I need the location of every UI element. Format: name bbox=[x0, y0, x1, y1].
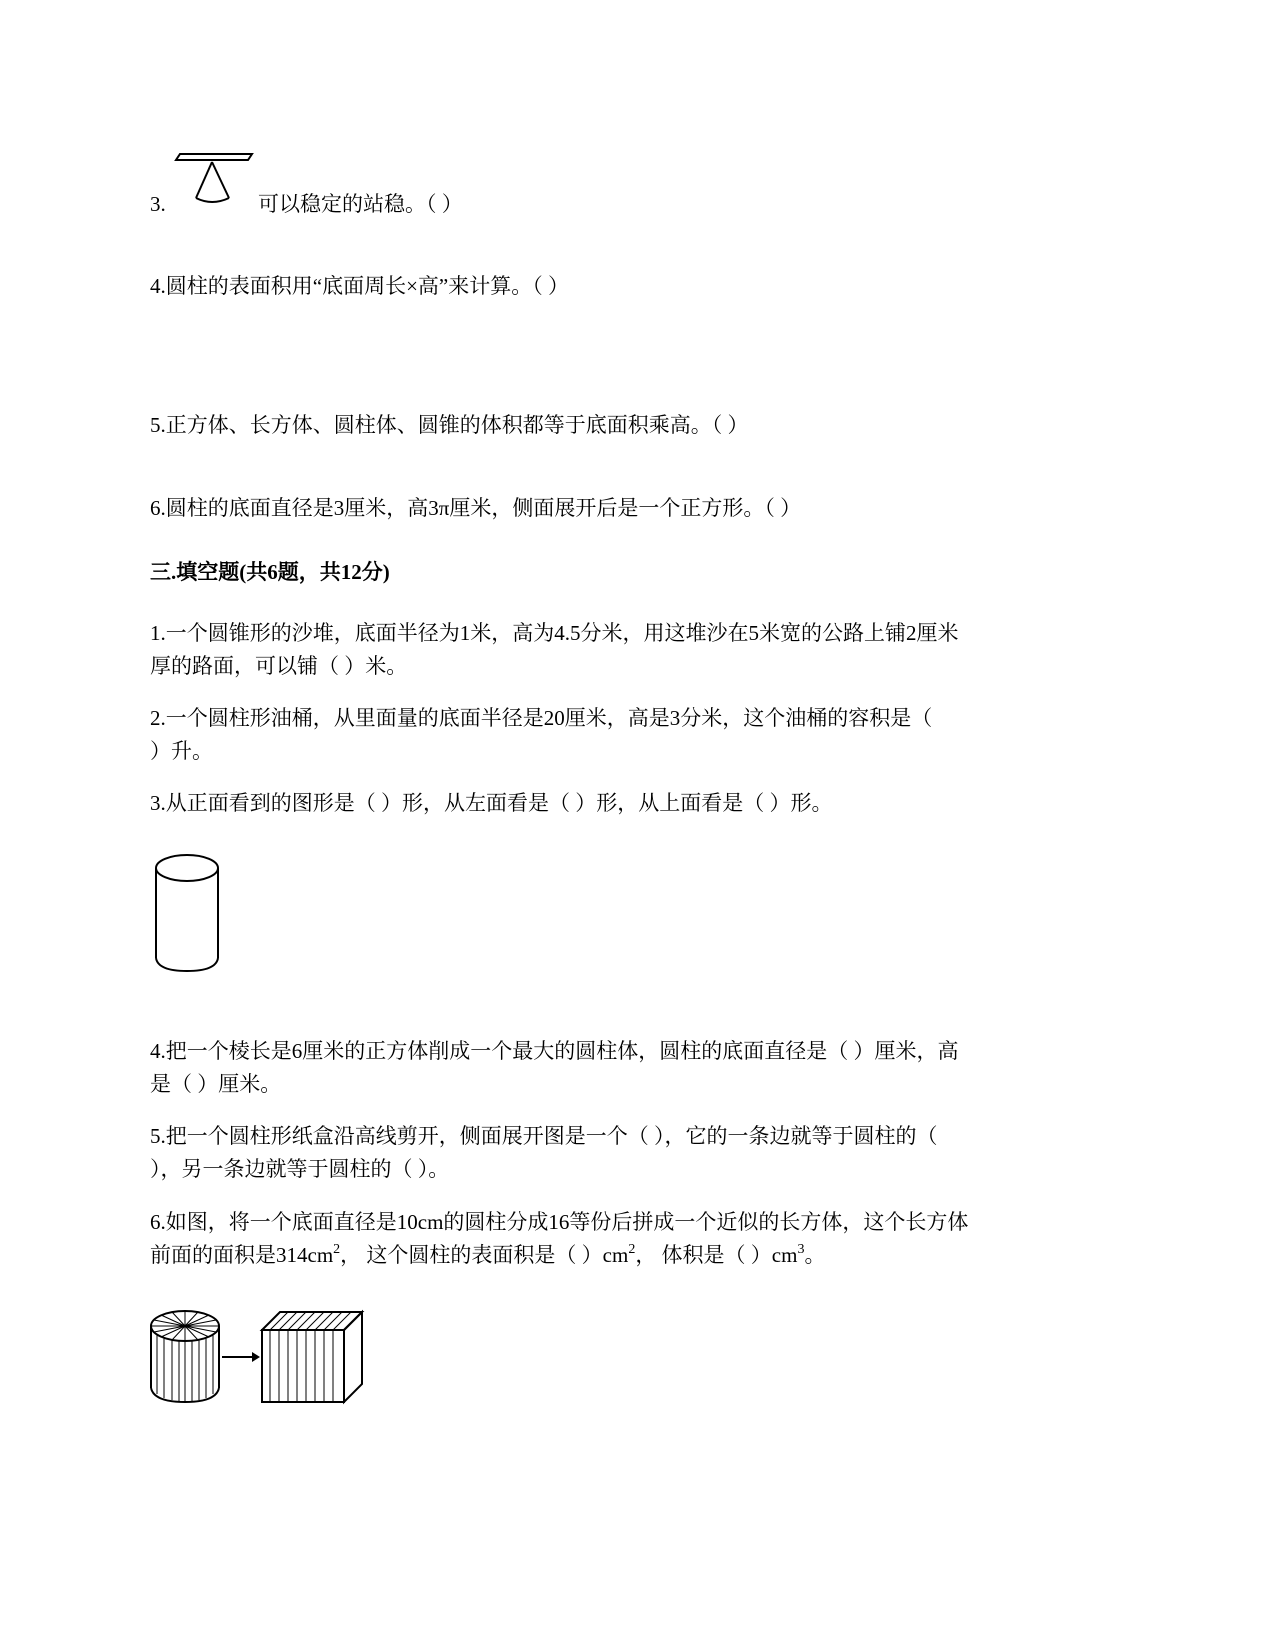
fill-q6-line1: 6.如图，将一个底面直径是10cm的圆柱分成16等份后拼成一个近似的长方体，这个长方体 bbox=[150, 1210, 969, 1234]
judgement-q5: 5.正方体、长方体、圆柱体、圆锥的体积都等于底面积乘高。（ ） bbox=[150, 413, 749, 437]
fill-q6-sup2: 2 bbox=[628, 1242, 636, 1257]
section-title: 三.填空题(共6题，共12分) bbox=[150, 560, 390, 584]
fill-q6-sup3: 3 bbox=[797, 1242, 805, 1257]
fill-q5-line2: ），另一条边就等于圆柱的（ ）。 bbox=[150, 1157, 450, 1181]
judgement-q6: 6.圆柱的底面直径是3厘米，高3π厘米，侧面展开后是一个正方形。（ ） bbox=[150, 496, 802, 520]
judgement-q3-text: 可以稳定的站稳。（ ） bbox=[258, 192, 463, 216]
fill-q6-part2: ， 这个圆柱的表面积是（ ）cm bbox=[340, 1243, 629, 1267]
sliced-cylinder bbox=[151, 1311, 219, 1402]
cone-balance-figure bbox=[172, 150, 254, 210]
fill-q1 bbox=[150, 617, 1130, 683]
fill-q1-line2: 厚的路面，可以铺（ ）米。 bbox=[150, 654, 408, 678]
fill-q6-part4: 。 bbox=[804, 1243, 826, 1267]
fill-q4-line2: 是（ ）厘米。 bbox=[150, 1072, 282, 1096]
fill-q4 bbox=[150, 1035, 1130, 1101]
fill-q5-line1: 5.把一个圆柱形纸盒沿高线剪开，侧面展开图是一个（ ），它的一条边就等于圆柱的（ bbox=[150, 1124, 938, 1148]
fill-q3: 3.从正面看到的图形是（ ）形，从左面看是（ ）形，从上面看是（ ）形。 bbox=[150, 791, 833, 815]
fill-q6-part3: ， 体积是（ ）cm bbox=[635, 1243, 798, 1267]
judgement-q3-number: 3. bbox=[150, 192, 166, 216]
fill-q2 bbox=[150, 702, 1130, 768]
cylinder-to-cuboid-figure bbox=[148, 1302, 370, 1408]
fill-q2-line2: ）升。 bbox=[150, 739, 213, 763]
fill-q2-line1: 2.一个圆柱形油桶，从里面量的底面半径是20厘米，高是3分米，这个油桶的容积是（ bbox=[150, 706, 933, 730]
fill-q4-line1: 4.把一个棱长是6厘米的正方体削成一个最大的圆柱体，圆柱的底面直径是（ ）厘米，高 bbox=[150, 1039, 959, 1063]
cylinder-figure bbox=[150, 850, 226, 975]
cuboid bbox=[262, 1312, 362, 1402]
fill-q1-line1: 1.一个圆锥形的沙堆，底面半径为1米，高为4.5分米，用这堆沙在5米宽的公路上铺2厘米 bbox=[150, 621, 959, 645]
arrow-icon bbox=[222, 1352, 260, 1362]
fill-q6-part1: 前面的面积是314cm bbox=[150, 1243, 334, 1267]
fill-q6-line2 bbox=[150, 1239, 1130, 1272]
fill-q6 bbox=[150, 1206, 1130, 1272]
fill-q5 bbox=[150, 1120, 1130, 1186]
judgement-q4: 4.圆柱的表面积用“底面周长×高”来计算。（ ） bbox=[150, 274, 569, 298]
fill-q6-sup1: 2 bbox=[333, 1242, 341, 1257]
